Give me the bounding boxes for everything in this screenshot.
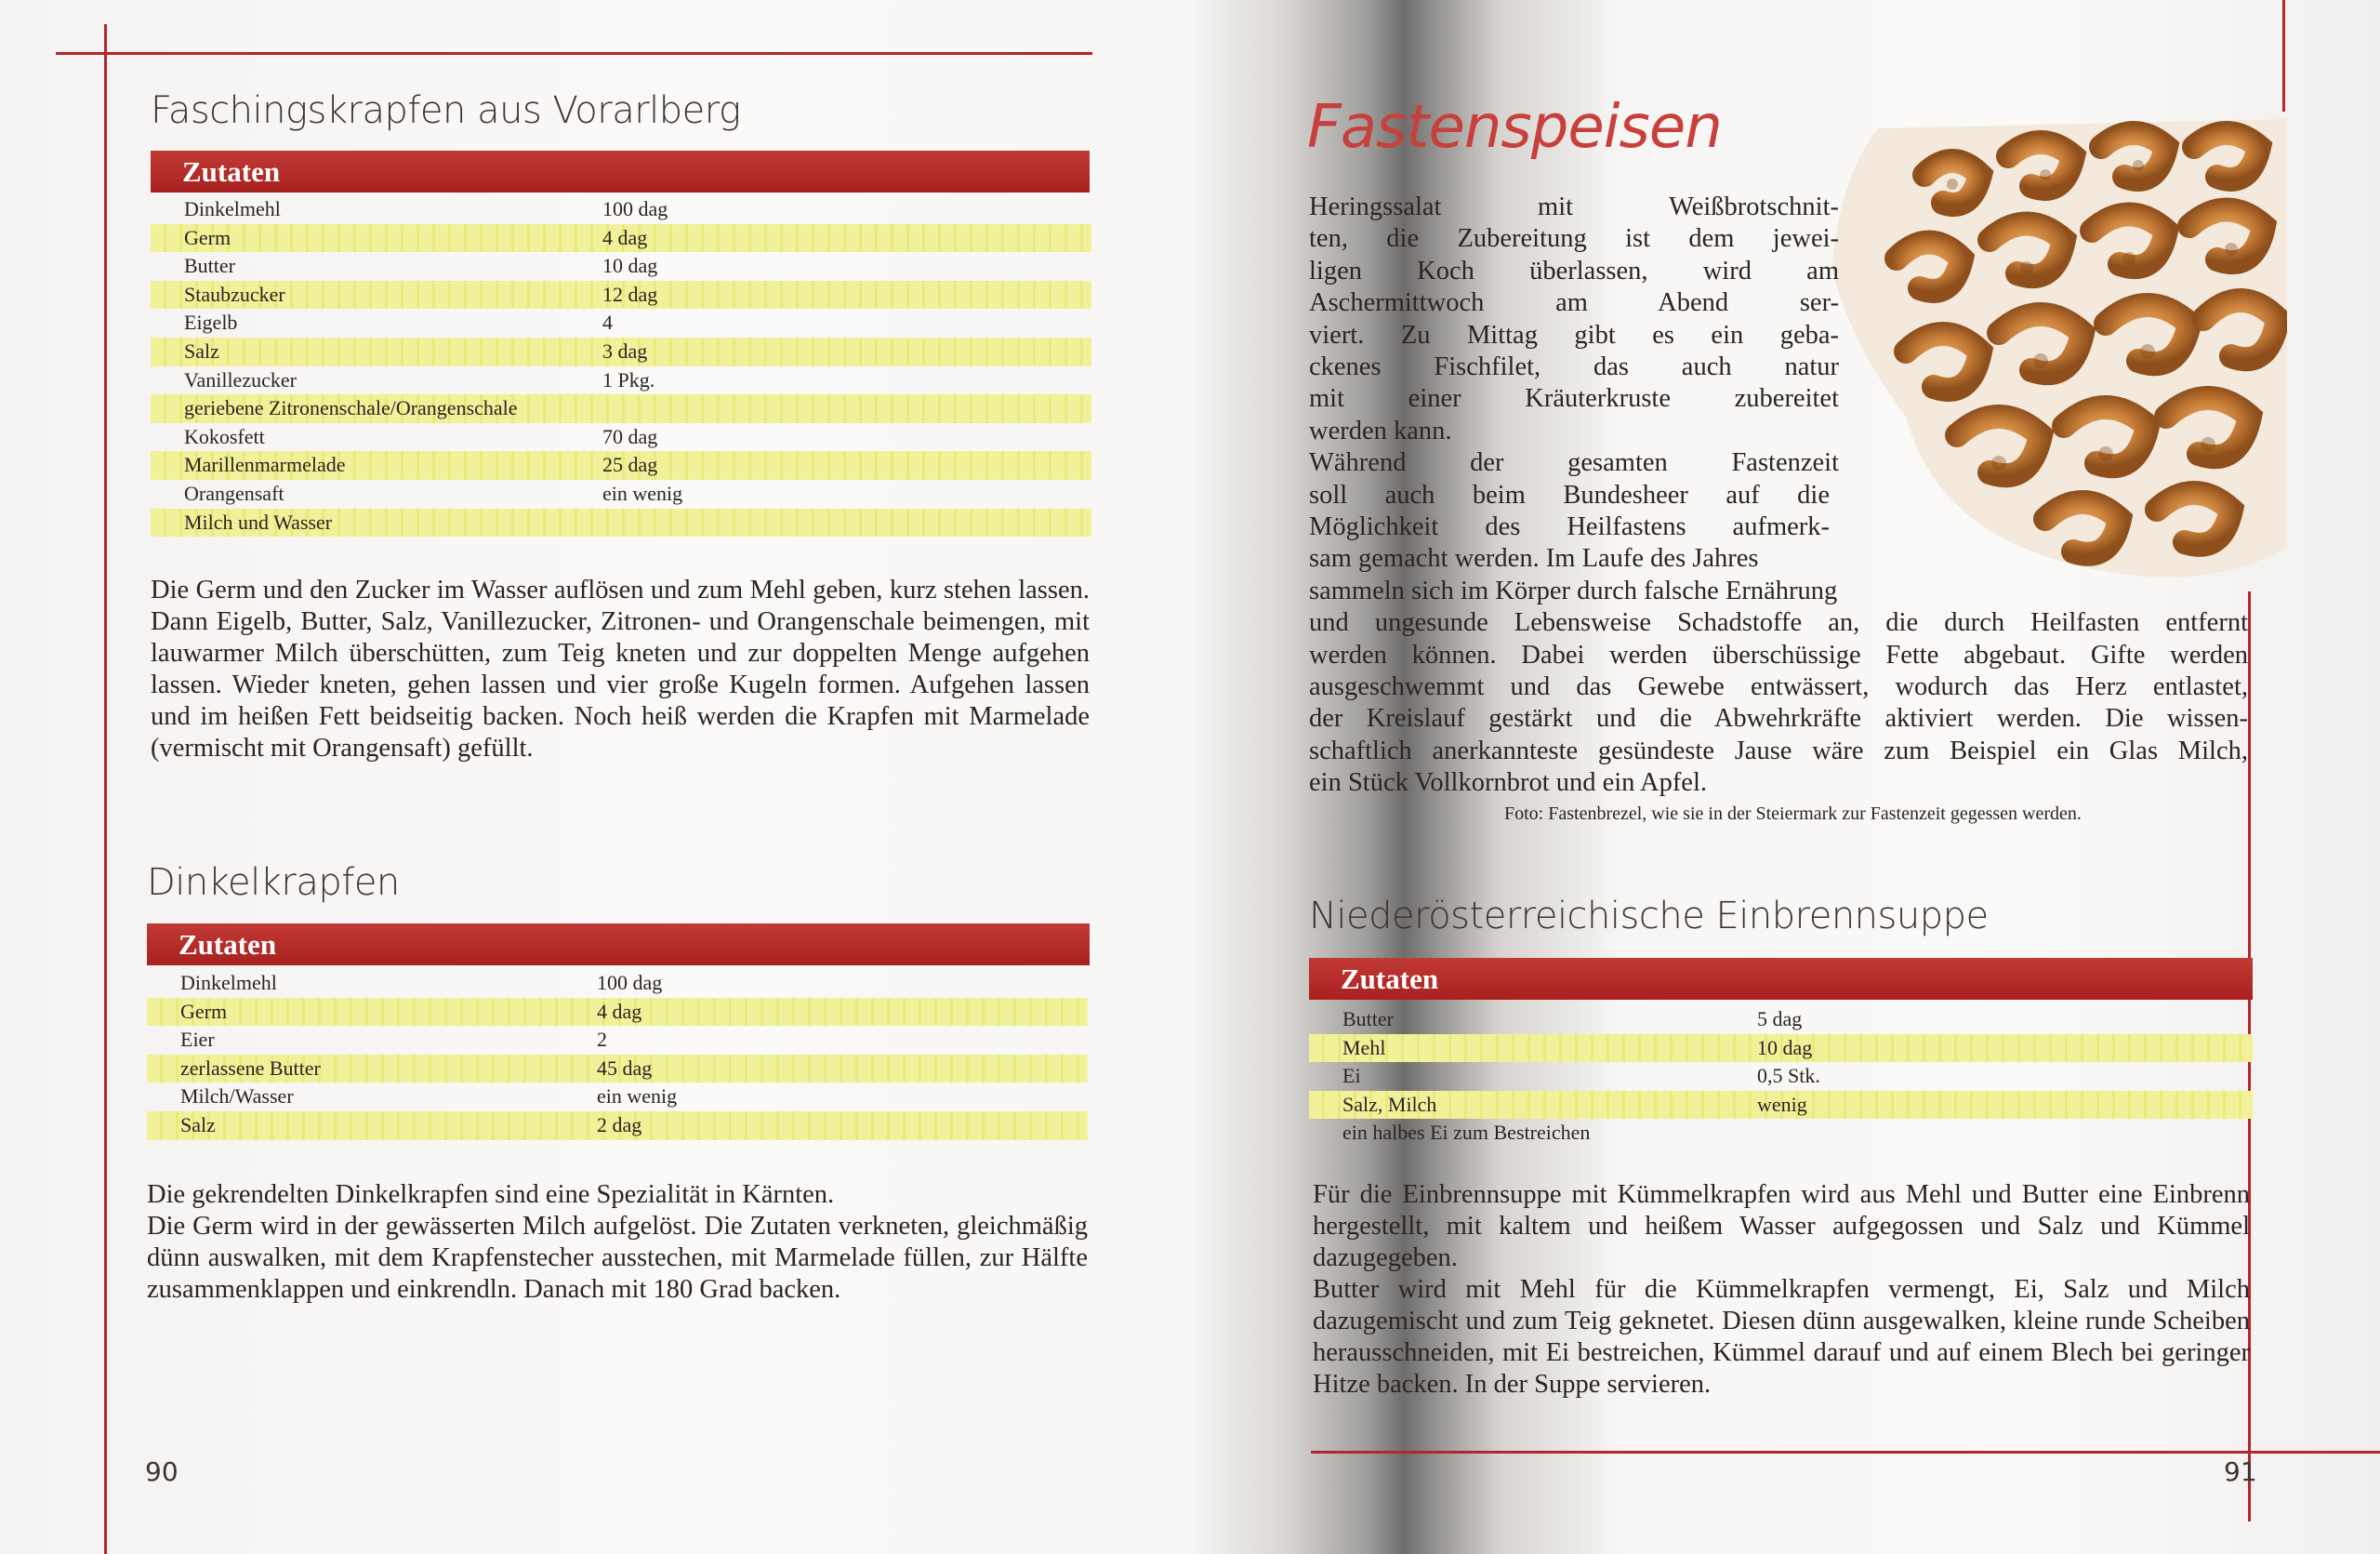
intro-line: ckenes Fischfilet, das auch natur (1309, 352, 1839, 381)
ingredient-amount: 25 dag (602, 453, 658, 477)
intro-line: ausgeschwemmt und das Gewebe entwässert, wodurch das Herz entlastet, (1309, 672, 2248, 701)
ingredient-name: Germ (180, 999, 228, 1023)
ingredients-table (1309, 1005, 2253, 1148)
ingredient-amount: 12 dag (602, 282, 658, 306)
ingredient-row (151, 423, 1091, 452)
ingredient-name: Salz (180, 1112, 216, 1136)
ingredient-row (1309, 1119, 2253, 1148)
recipe-title: Niederösterreichische Einbrennsuppe (1309, 895, 1989, 937)
intro-line: und ungesunde Lebensweise Schadstoffe an, die durch Heilfasten entfernt (1309, 608, 2248, 638)
instructions-text: Für die Einbrennsuppe mit Kümmelkrapfen wird aus Mehl und Butter eine Einbrenn hergestellt, mit kaltem und heißem Wasser aufgegossen und Salz und Kümmel dazugegeben. (1313, 1180, 2250, 1272)
ingredient-name: Salz, Milch (1342, 1092, 1437, 1116)
ingredients-header: Zutaten (151, 151, 1090, 193)
ingredient-amount: 70 dag (602, 424, 658, 448)
ingredient-amount: 10 dag (602, 254, 658, 278)
ingredient-row (151, 394, 1091, 423)
ingredient-row (151, 366, 1091, 395)
intro-line: ligen Koch überlassen, wird am (1309, 256, 1839, 286)
recipe-title: Faschingskrapfen aus Vorarlberg (151, 89, 741, 132)
ingredient-name: geriebene Zitronenschale/Orangenschale (184, 396, 518, 420)
ingredient-name: Germ (184, 225, 231, 249)
ingredient-name: Butter (184, 254, 235, 278)
ingredient-amount: 2 (597, 1028, 607, 1052)
ingredient-row (147, 969, 1088, 998)
ingredient-row (151, 338, 1091, 366)
ingredient-name: Kokosfett (184, 424, 265, 448)
ingredients-header: Zutaten (1309, 958, 2253, 1000)
photo-caption: Foto: Fastenbrezel, wie sie in der Steiermark zur Fastenzeit gegessen werden. (1504, 804, 2082, 824)
ingredient-row (151, 252, 1091, 281)
intro-line: mit einer Kräuterkruste zubereitet (1309, 384, 1839, 414)
ingredient-row (151, 281, 1091, 310)
intro-line: werden können. Dabei werden überschüssige Fette abgebaut. Gifte werden (1309, 640, 2248, 670)
instructions-text: Die gekrendelten Dinkelkrapfen sind eine Spezialität in Kärnten. (147, 1180, 835, 1209)
ingredient-row (1309, 1005, 2253, 1034)
ingredient-amount: 4 (602, 311, 613, 335)
ingredient-row (147, 1111, 1088, 1140)
pretzel-image (1766, 119, 2287, 584)
ingredient-name: Eigelb (184, 311, 238, 335)
intro-line: ten, die Zubereitung ist dem jewei- (1309, 224, 1839, 254)
ingredient-name: Milch und Wasser (184, 510, 333, 534)
ingredient-name: Mehl (1342, 1035, 1386, 1059)
instructions-text: Die Germ wird in der gewässerten Milch aufgelöst. Die Zutaten verkneten, gleichmäßig dünn auswalken, mit dem Krapfenstecher ausstechen, mit Marmelade füllen, zur Hälfte zusammenklappen und einkrendln. Danach mit 180 Grad backen. (147, 1212, 1088, 1304)
ingredient-name: Dinkelmehl (184, 197, 281, 220)
ingredient-amount: wenig (1757, 1092, 1807, 1116)
page-number: 90 (145, 1456, 178, 1487)
margin-rule (2282, 0, 2285, 112)
ingredient-amount: 0,5 Stk. (1757, 1064, 1820, 1088)
instructions-text: Die Germ und den Zucker im Wasser auflösen und zum Mehl geben, kurz stehen lassen. Dann Eigelb, Butter, Salz, Vanillezucker, Zitronen- und Orangenschale beimengen, mit lauwarmer Milch überschütten, zum Teig kneten und zur doppelten Menge aufgehen lassen. Wieder kneten, gehen lassen und vier große Kugeln formen. Aufgehen lassen und im heißen Fett beidseitig backen. Noch heiß werden die Krapfen mit Marmelade (vermischt mit Orangensaft) gefüllt. (151, 576, 1090, 763)
ingredient-name: ein halbes Ei zum Bestreichen (1342, 1121, 1591, 1145)
intro-line: der Kreislauf gestärkt und die Abwehrkräfte aktiviert werden. Die wissen- (1309, 704, 2248, 734)
ingredient-name: Salz (184, 339, 219, 363)
ingredient-name: Orangensaft (184, 481, 284, 505)
ingredient-name: Ei (1342, 1064, 1361, 1088)
ingredient-name: Staubzucker (184, 282, 285, 306)
top-rule (56, 52, 1092, 55)
ingredient-row (147, 1026, 1088, 1055)
intro-line: Aschermittwoch am Abend ser- (1309, 288, 1839, 318)
page-number: 91 (2224, 1456, 2257, 1487)
intro-line: ein Stück Vollkornbrot und ein Apfel. (1309, 768, 1708, 798)
intro-line: sam gemacht werden. Im Laufe des Jahres (1309, 544, 1759, 574)
ingredient-amount: 10 dag (1757, 1035, 1813, 1059)
ingredient-amount: 5 dag (1757, 1007, 1803, 1030)
ingredient-name: Eier (180, 1028, 215, 1052)
ingredient-row (147, 998, 1088, 1027)
intro-line: Während der gesamten Fastenzeit (1309, 448, 1839, 478)
intro-line: viert. Zu Mittag gibt es ein geba- (1309, 320, 1839, 350)
ingredient-name: Vanillezucker (184, 367, 297, 392)
ingredient-amount: ein wenig (597, 1084, 678, 1109)
ingredient-amount: 4 dag (602, 225, 648, 249)
ingredient-row (1309, 1062, 2253, 1091)
instructions-text: Butter wird mit Mehl für die Kümmelkrapfen vermengt, Ei, Salz und Milch dazugemischt und zum Teig geknetet. Diesen dünn ausgewalken, kleine runde Scheiben herausschneiden, mit Ei bestreichen, Kümmel darauf und auf einem Blech bei geringer Hitze backen. In der Suppe servieren. (1313, 1275, 2250, 1399)
intro-line: soll auch beim Bundesheer auf die (1309, 480, 1830, 510)
ingredient-name: Milch/Wasser (180, 1084, 294, 1109)
left-page (0, 0, 1144, 1554)
ingredient-amount: 4 dag (597, 999, 642, 1023)
ingredient-row (1309, 1091, 2253, 1120)
recipe-instructions (1313, 1179, 2250, 1401)
ingredient-amount: ein wenig (602, 481, 683, 505)
ingredient-row (151, 451, 1091, 480)
recipe-title: Dinkelkrapfen (147, 861, 400, 904)
section-title: Fastenspeisen (1307, 93, 1722, 162)
right-page (1209, 0, 2380, 1554)
ingredient-name: Dinkelmehl (180, 971, 277, 994)
recipe-instructions (151, 575, 1090, 764)
ingredient-amount: 3 dag (602, 339, 648, 363)
ingredients-header: Zutaten (147, 923, 1090, 965)
ingredient-amount: 1 Pkg. (602, 367, 655, 392)
ingredient-row (151, 480, 1091, 509)
ingredient-row (147, 1082, 1088, 1111)
recipe-instructions (147, 1179, 1088, 1306)
intro-line: schaftlich anerkannteste gesündeste Jause wäre zum Beispiel ein Glas Milch, (1309, 736, 2248, 765)
ingredient-amount: 45 dag (597, 1056, 653, 1080)
ingredient-amount: 100 dag (602, 197, 668, 220)
ingredient-amount: 2 dag (597, 1112, 642, 1136)
ingredient-row (151, 224, 1091, 253)
ingredient-row (151, 195, 1091, 224)
ingredient-row (151, 309, 1091, 338)
intro-line: Heringssalat mit Weißbrotschnit- (1309, 193, 1839, 221)
margin-rule (104, 24, 107, 1554)
bottom-rule (1311, 1451, 2380, 1454)
ingredients-table (151, 195, 1091, 537)
ingredients-table (147, 969, 1088, 1140)
intro-line: sammeln sich im Körper durch falsche Ernährung (1309, 576, 1838, 605)
ingredient-name: zerlassene Butter (180, 1056, 321, 1080)
fastenbrezel-photo (1766, 119, 2287, 584)
intro-line: Möglichkeit des Heilfastens aufmerk- (1309, 512, 1830, 541)
ingredient-row (147, 1055, 1088, 1083)
ingredient-row (151, 509, 1091, 538)
intro-line: werden kann. (1309, 416, 1452, 445)
ingredient-name: Marillenmarmelade (184, 453, 346, 477)
ingredient-name: Butter (1342, 1007, 1394, 1030)
ingredient-row (1309, 1034, 2253, 1063)
ingredient-amount: 100 dag (597, 971, 663, 994)
